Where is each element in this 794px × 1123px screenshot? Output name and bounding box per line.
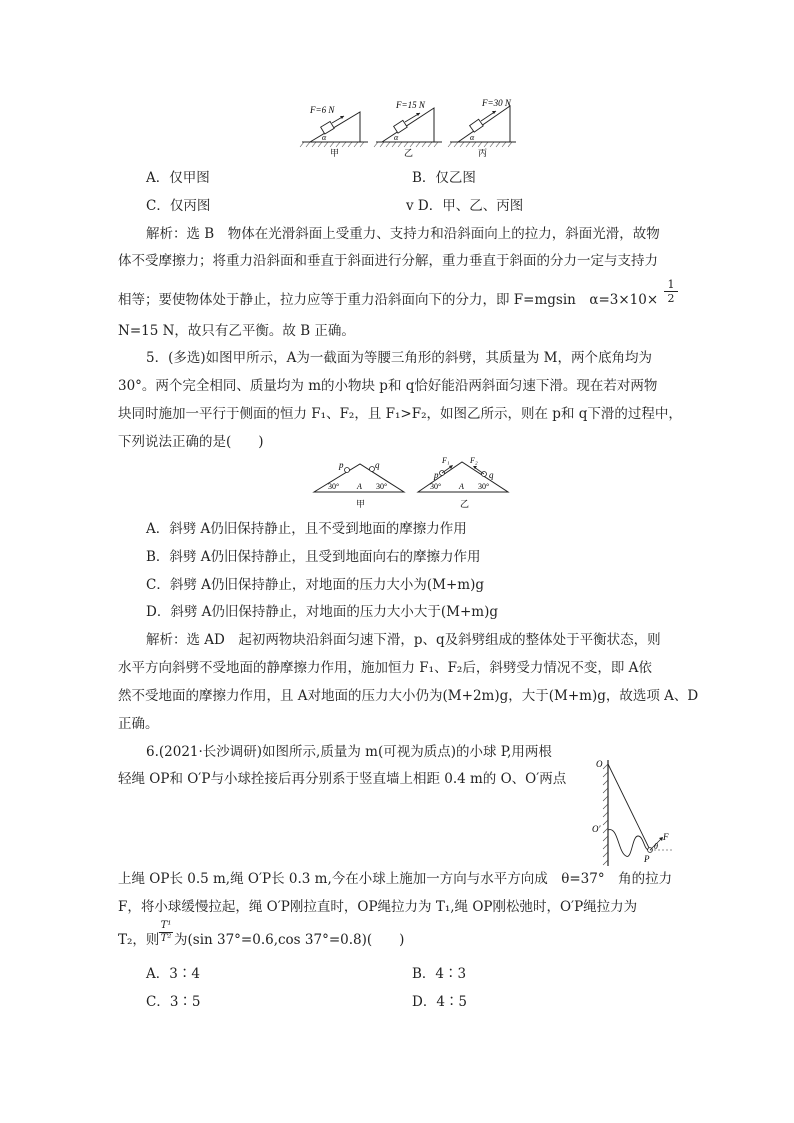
- q6-stem-line5-pre: T₂，则: [118, 932, 160, 948]
- fig-jia-angle-label: α: [322, 133, 327, 142]
- q4-analysis-line4: N=15 N，故只有乙平衡。故 B 正确。: [118, 323, 355, 339]
- q4-option-b: B．仅乙图: [412, 170, 476, 186]
- fig-yi-angle-label: α: [394, 133, 399, 142]
- fig-jia-angle-right: 30°: [376, 482, 388, 491]
- q6-option-c: C．3∶5: [146, 994, 201, 1010]
- q5-analysis-line2: 水平方向斜劈不受地面的静摩擦力作用，施加恒力 F₁、F₂后，斜劈受力情况不变，即 A依: [118, 660, 652, 676]
- fig-yi-caption: 乙: [404, 148, 414, 158]
- fig-bing-force-label: F=30 N: [482, 98, 511, 108]
- fig-jia-force-label: F=6 N: [310, 105, 335, 115]
- q6-fraction-denominator: T²: [160, 933, 172, 944]
- q5-option-b: B．斜劈 A仍旧保持静止，且受到地面向右的摩擦力作用: [146, 549, 481, 565]
- q4-option-d: v D．甲、乙、丙图: [406, 198, 524, 214]
- q4-option-a: A．仅甲图: [146, 170, 210, 186]
- q6-option-a: A．3∶4: [146, 966, 200, 982]
- fig-theta-label: θ: [654, 842, 658, 851]
- q6-stem-line4: F，将小球缓慢拉起，绳 O′P刚拉直时，OP绳拉力为 T₁,绳 OP刚松弛时，O′P绳拉力为: [118, 899, 638, 915]
- q4-option-c: C．仅丙图: [146, 198, 211, 214]
- fig-bing-angle-label: α: [470, 133, 475, 142]
- fig-yi-q-label: q: [489, 470, 494, 480]
- q6-stem-line3: 上绳 OP长 0.5 m,绳 O′P长 0.3 m,今在小球上施加一方向与水平方向成 θ=37° 角的拉力: [118, 871, 673, 887]
- incline-figure-bing: [448, 98, 516, 158]
- q5-wedge-figures: [312, 456, 512, 512]
- q6-wall-figure: [588, 752, 680, 870]
- fig-jia-q-label: q: [375, 460, 380, 470]
- q6-stem-line2: 轻绳 OP和 O′P与小球拴接后再分别系于竖直墙上相距 0.4 m的 O、O′两点: [118, 771, 567, 787]
- q5-analysis-line1: 解析：选 AD 起初两物块沿斜面匀速下滑，p、q及斜劈组成的整体处于平衡状态，则: [146, 632, 661, 648]
- q6-fraction: [159, 920, 173, 945]
- q5-stem-line3: 块同时施加一平行于侧面的恒力 F₁、F₂，且 F₁>F₂，如图乙所示，则在 p和 q下滑的过程中，: [118, 406, 682, 422]
- fig-o-prime-label: O′: [592, 824, 601, 834]
- q5-analysis-line3: 然不受地面的摩擦力作用，且 A对地面的压力大小仍为(M+2m)g，大于(M+m)g，故选项 A、D: [118, 688, 699, 704]
- q4-analysis-line1: 解析：选 B 物体在光滑斜面上受重力、支持力和沿斜面向上的拉力，斜面光滑，故物: [146, 226, 660, 242]
- fig-o-label: O: [596, 759, 603, 769]
- fig-bing-caption: 丙: [478, 148, 488, 158]
- fig-jia-body-label: A: [357, 482, 362, 491]
- fig-yi-f1-label: F₁: [442, 456, 450, 465]
- q4-fraction-denominator: 2: [667, 292, 675, 305]
- q6-stem-line1: 6.(2021·长沙调研)如图所示,质量为 m(可视为质点)的小球 P,用两根: [146, 744, 552, 760]
- q6-fraction-numerator: T¹: [160, 920, 172, 931]
- incline-figure-jia: [300, 105, 368, 158]
- wedge-figure-yi: [418, 456, 508, 509]
- fig-jia-angle-left: 30°: [328, 482, 340, 491]
- fig-yi-f2-label: F₂: [470, 456, 478, 465]
- fig-yi-angle-left: 30°: [430, 482, 442, 491]
- fig-jia-caption: 甲: [330, 148, 340, 158]
- fig-p-label: P: [644, 854, 650, 864]
- fig-f-label: F: [663, 832, 669, 842]
- q5-analysis-line4: 正确。: [118, 716, 159, 732]
- q4-fraction-numerator: 1: [667, 278, 675, 291]
- fig-jia-p-label: p: [339, 460, 344, 470]
- q5-stem-line2: 30°。两个完全相同、质量均为 m的小物块 p和 q恰好能沿两斜面匀速下滑。现在若对两物: [118, 378, 658, 394]
- fig-yi-caption: 乙: [460, 499, 470, 509]
- q4-fraction: [664, 278, 678, 305]
- q6-option-d: D．4∶5: [412, 994, 468, 1010]
- q5-option-c: C．斜劈 A仍旧保持静止，对地面的压力大小为(M+m)g: [146, 577, 484, 593]
- q5-stem-line1: 5．(多选)如图甲所示，A为一截面为等腰三角形的斜劈，其质量为 M，两个底角均为: [146, 350, 652, 366]
- q5-stem-line4: 下列说法正确的是( ): [118, 434, 264, 450]
- q4-incline-figures: [298, 96, 518, 160]
- q6-stem-line5-post: 为(sin 37°=0.6,cos 37°=0.8)( ): [174, 932, 405, 948]
- fig-yi-angle-right: 30°: [478, 482, 490, 491]
- fig-yi-p-label: p: [434, 470, 439, 480]
- fig-jia-caption: 甲: [356, 499, 366, 509]
- q5-option-d: D．斜劈 A仍旧保持静止，对地面的压力大小大于(M+m)g: [146, 604, 498, 620]
- incline-figure-yi: [374, 100, 442, 158]
- q5-option-a: A．斜劈 A仍旧保持静止，且不受到地面的摩擦力作用: [146, 521, 467, 537]
- q4-analysis-line2: 体不受摩擦力；将重力沿斜面和垂直于斜面进行分解，重力垂直于斜面的分力一定与支持力: [118, 253, 658, 269]
- wedge-figure-jia: [314, 460, 404, 509]
- q4-analysis-line3: 相等；要使物体处于静止，拉力应等于重力沿斜面向下的分力，即 F=mgsin α=3×10×: [118, 292, 659, 308]
- fig-yi-body-label: A: [459, 482, 464, 491]
- fig-yi-force-label: F=15 N: [396, 100, 425, 110]
- q6-option-b: B．4∶3: [412, 966, 467, 982]
